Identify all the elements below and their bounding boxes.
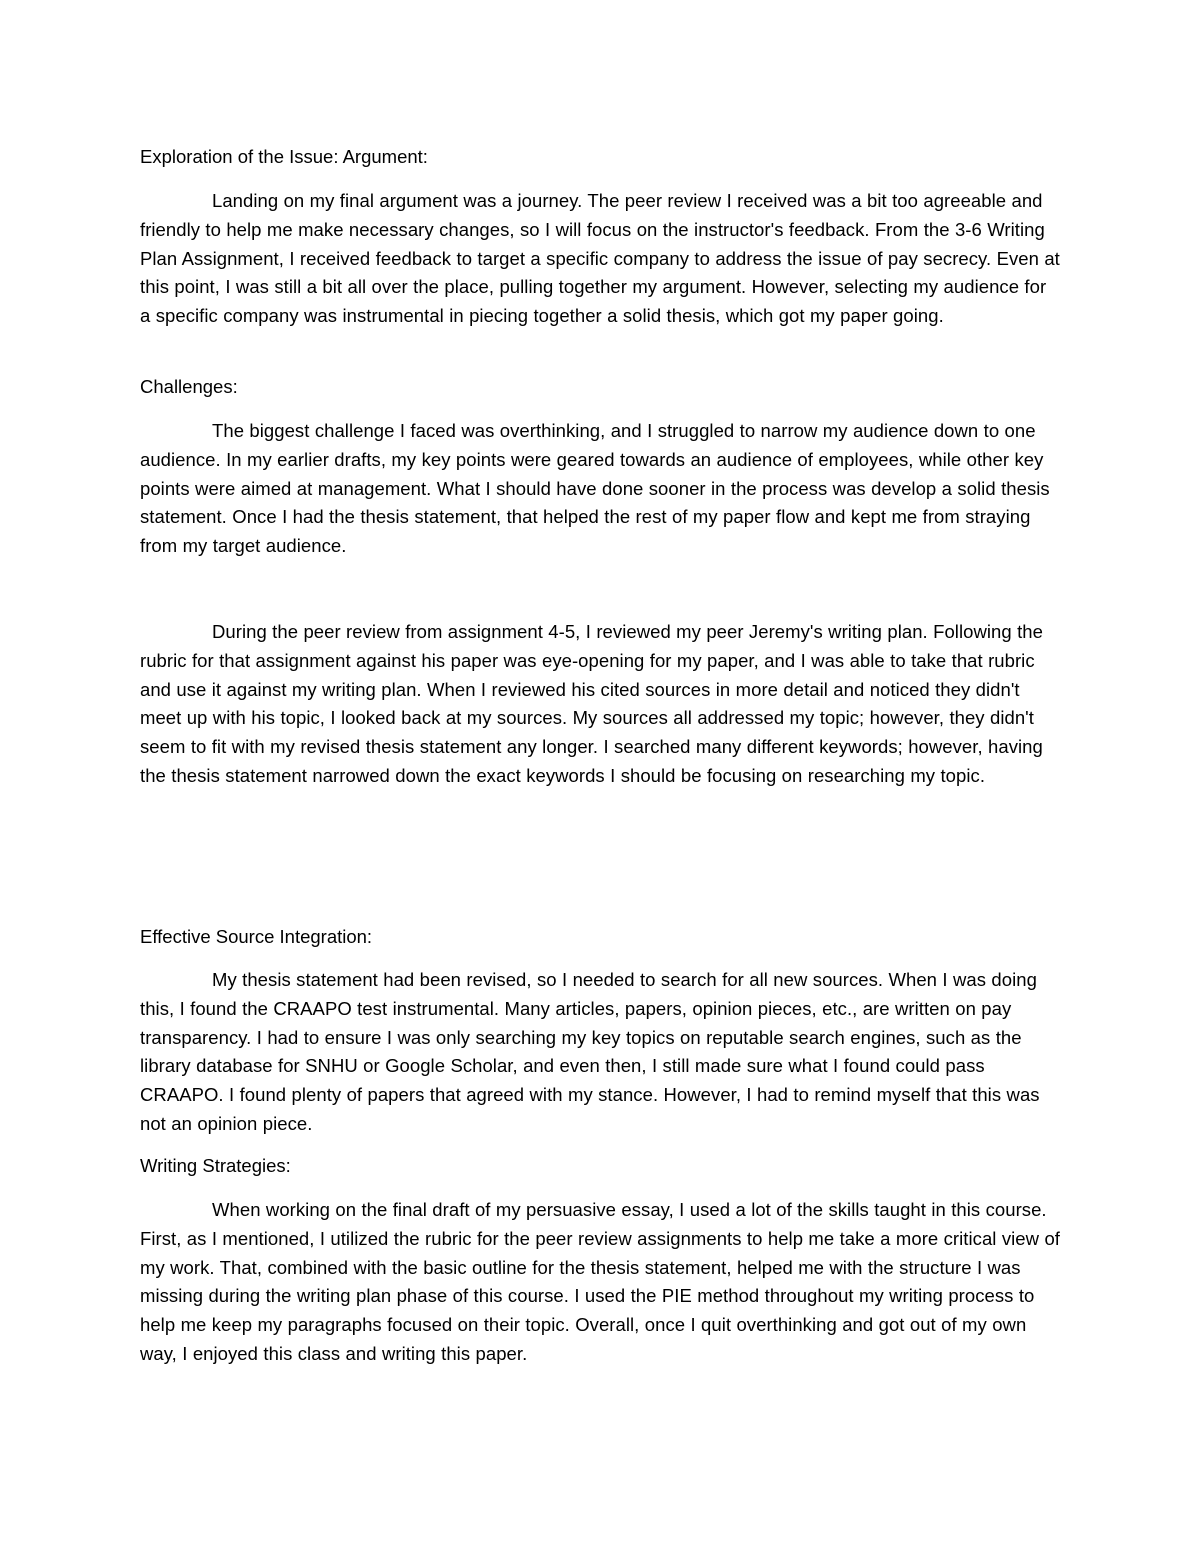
section-heading-writing-strategies: Writing Strategies: bbox=[140, 1155, 291, 1176]
paragraph-source-integration bbox=[140, 966, 1060, 1139]
paragraph-text: When working on the final draft of my persuasive essay, I used a lot of the skills taught in this course. First, as I mentioned, I utilized the rubric for the peer review assignments to help me take a more critical view of my work. That, combined with the basic outline for the thesis statement, helped me with the structure I was missing during the writing plan phase of this course. I used the PIE method throughout my writing process to help me keep my paragraphs focused on their topic. Overall, once I quit overthinking and got out of my own way, I enjoyed this class and writing this paper. bbox=[140, 1199, 1060, 1364]
section-heading-exploration: Exploration of the Issue: Argument: bbox=[140, 146, 428, 167]
paragraph-text: During the peer review from assignment 4-5, I reviewed my peer Jeremy's writing plan. Following the rubric for that assignment against his paper was eye-opening for my paper, and I was able to take that rubric and use it against my writing plan. When I reviewed his cited sources in more detail and noticed they didn't meet up with his topic, I looked back at my sources. My sources all addressed my topic; however, they didn't seem to fit with my revised thesis statement any longer. I searched many different keywords; however, having the thesis statement narrowed down the exact keywords I should be focusing on researching my topic. bbox=[140, 621, 1043, 786]
paragraph-argument bbox=[140, 187, 1060, 331]
paragraph-challenges bbox=[140, 417, 1060, 561]
paragraph-peer-review bbox=[140, 618, 1060, 791]
paragraph-text: The biggest challenge I faced was overthinking, and I struggled to narrow my audience down to one audience. In my earlier drafts, my key points were geared towards an audience of employees, while other key points were aimed at management. What I should have done sooner in the process was develop a solid thesis statement. Once I had the thesis statement, that helped the rest of my paper flow and kept me from straying from my target audience. bbox=[140, 420, 1050, 557]
section-heading-source-integration: Effective Source Integration: bbox=[140, 926, 373, 947]
paragraph-writing-strategies bbox=[140, 1196, 1060, 1369]
section-heading-challenges: Challenges: bbox=[140, 376, 238, 397]
paragraph-text: Landing on my final argument was a journey. The peer review I received was a bit too agreeable and friendly to help me make necessary changes, so I will focus on the instructor's feedback. From the 3-6 Writing Plan Assignment, I received feedback to target a specific company to address the issue of pay secrecy. Even at this point, I was still a bit all over the place, pulling together my argument. However, selecting my audience for a specific company was instrumental in piecing together a solid thesis, which got my paper going. bbox=[140, 190, 1060, 327]
paragraph-text: My thesis statement had been revised, so I needed to search for all new sources. When I was doing this, I found the CRAAPO test instrumental. Many articles, papers, opinion pieces, etc., are written on pay transparency. I had to ensure I was only searching my key topics on reputable search engines, such as the library database for SNHU or Google Scholar, and even then, I still made sure what I found could pass CRAAPO. I found plenty of papers that agreed with my stance. However, I had to remind myself that this was not an opinion piece. bbox=[140, 969, 1040, 1134]
